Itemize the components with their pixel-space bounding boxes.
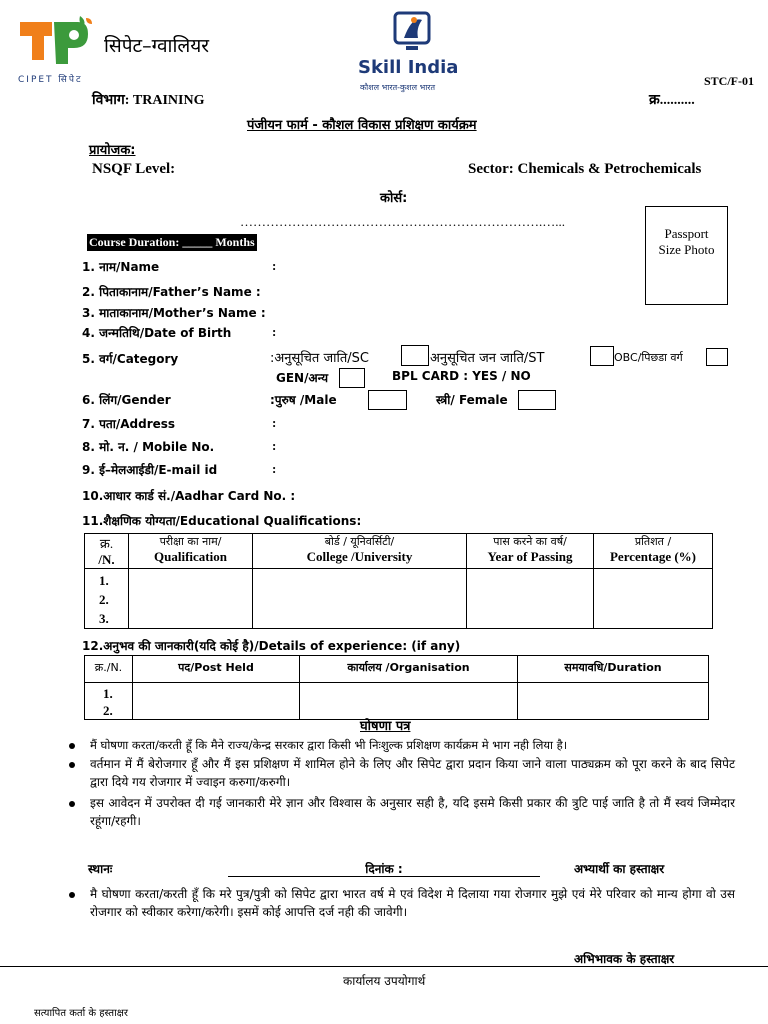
edu-row-1: 1.	[99, 573, 109, 588]
field-name-colon: :	[272, 258, 277, 273]
category-obc-label: OBC/पिछडा वर्ग	[614, 351, 683, 364]
exp-row-1: 1.	[103, 686, 113, 701]
field-email-label: 9. ई–मेलआईडी/E-mail id	[82, 463, 218, 477]
office-use-title: कार्यालय उपयोगार्थ	[343, 974, 426, 988]
education-table-header	[85, 534, 713, 569]
experience-table-header	[85, 656, 709, 683]
field-mother-label: 3. माताकानाम/Mother’s Name :	[82, 306, 266, 320]
exp-duration-cell[interactable]	[518, 683, 709, 720]
verifier-signature-label: सत्यापित कर्ता के हस्ताक्षर	[34, 1008, 128, 1019]
place-label: स्थानः	[88, 862, 113, 876]
category-obc-checkbox[interactable]	[706, 348, 728, 366]
edu-header-year-b: Year of Passing	[487, 549, 573, 564]
date-field[interactable]	[228, 860, 540, 877]
gender-female-label: स्त्री/ Female	[436, 393, 508, 407]
guardian-signature-label: अभिभावक के हस्ताक्षर	[574, 952, 675, 966]
field-mobile-label: 8. मो. न. / Mobile No.	[82, 440, 215, 454]
photo-line2: Size Photo	[658, 242, 715, 257]
bpl-card: BPL CARD : YES / NO	[392, 369, 531, 383]
edu-header-pct-a: प्रतिशत /	[634, 535, 672, 548]
bullet-dot	[69, 892, 75, 898]
category-sc-label: :अनुसूचित जाति/SC	[270, 351, 369, 366]
edu-year-cell[interactable]	[467, 569, 594, 629]
gender-female-checkbox[interactable]	[518, 390, 556, 410]
edu-row-2: 2.	[99, 592, 109, 607]
exp-header-sno: क्र./N.	[94, 661, 123, 674]
gender-male-checkbox[interactable]	[368, 390, 407, 410]
field-experience-label: 12.अनुभव की जानकारी(यदि कोई है)/Details of experience: (if any)	[82, 639, 461, 653]
bullet-dot	[69, 801, 75, 807]
declaration-point-4: मै घोषणा करता/करती हूँ कि मरे पुत्र/पुत्री को सिपेट द्वारा भारत वर्ष मे एवं विदेश मे दिलाया गया रोजगार मुझे एवं मेरे परिवार को मान्य होगा वो उस रोजगार को स्वीकार करेगा/करेगी। इसमें कोई आपत्ति दर्ज नही की जावेगी।	[90, 887, 735, 919]
nsqf-label: NSQF Level:	[92, 161, 176, 177]
office-divider	[0, 966, 768, 967]
skill-india-icon	[392, 10, 432, 56]
education-table	[84, 533, 713, 629]
org-name: सिपेट–ग्वालियर	[104, 35, 210, 57]
exp-header-org: कार्यालय /Organisation	[347, 661, 470, 674]
edu-qualification-cell[interactable]	[129, 569, 253, 629]
field-aadhar-label: 10.आधार कार्ड सं./Aadhar Card No. :	[82, 489, 296, 503]
declaration-point-1: मैं घोषणा करता/करती हूँ कि मैने राज्य/केन्द्र सरकार द्वारा किसी भी निःशुल्क प्रशिक्षण कार्यक्रम मे भाग नही लिया है।	[90, 738, 568, 752]
form-code: STC/F-01	[704, 74, 755, 88]
skill-india-logo	[352, 10, 472, 96]
passport-photo-box[interactable]	[645, 206, 728, 305]
gender-male-label: :पुरुष /Male	[270, 393, 337, 407]
category-gen-label: GEN/अन्य	[276, 371, 329, 385]
field-dob-label: 4. जन्मतिथि/Date of Birth	[82, 326, 232, 340]
field-father-label: 2. पिताकानाम/Father’s Name :	[82, 285, 261, 299]
field-mobile-colon: :	[272, 438, 277, 453]
skill-title: Skill India	[358, 57, 459, 78]
field-address-label: 7. पता/Address	[82, 417, 176, 431]
declaration-point-3: इस आवेदन में उपरोक्त दी गई जानकारी मेरे ज्ञान और विश्वास के अनुसार सही है, यदि इसमे किसी प्रकार की त्रुटि पाई जाति है तो मैं स्वयं जिम्मेदार रहूंगा/रहगी।	[90, 796, 735, 828]
course-duration: Course Duration: _____ Months	[89, 235, 255, 249]
exp-row-2: 2.	[103, 703, 113, 718]
department: विभाग: TRAINING	[92, 93, 205, 108]
field-gender-label: 6. लिंग/Gender	[82, 393, 171, 407]
declaration-point-2: वर्तमान में मैं बेरोजगार हूँ और मैं इस प्रशिक्षण में शामिल होने के लिए और सिपेट द्वारा प्रदान किया जाने वाला पाठ्यक्रम को पूरा करने के बाद सिपेट द्वारा दिये गय रोजगार में ज्वाइन करुगा/करुगी।	[90, 757, 735, 789]
experience-table	[84, 655, 709, 720]
edu-header-board-a: बोर्ड / यूनिवर्सिटी/	[324, 535, 395, 548]
photo-line1: Passport	[664, 226, 709, 241]
edu-row-3: 3.	[99, 611, 109, 626]
exp-org-cell[interactable]	[300, 683, 518, 720]
edu-header-qual-b: Qualification	[154, 549, 227, 564]
serial-number: क्र..........	[649, 93, 695, 108]
sponsor-label: प्रायोजक:	[89, 143, 136, 158]
date-label: दिनांक :	[365, 862, 403, 876]
edu-header-qual-a: परीक्षा का नाम/	[159, 535, 222, 548]
bullet-dot	[69, 743, 75, 749]
bullet-dot	[69, 762, 75, 768]
exp-header-post: पद/Post Held	[178, 661, 254, 674]
edu-header-board-b: College /University	[306, 549, 413, 564]
candidate-signature-label: अभ्यार्थी का हस्ताक्षर	[574, 862, 665, 876]
field-category-label: 5. वर्ग/Category	[82, 352, 179, 366]
field-email-colon: :	[272, 461, 277, 476]
field-name-label: 1. नाम/Name	[82, 260, 160, 274]
field-address-colon: :	[272, 415, 277, 430]
category-st-checkbox[interactable]	[590, 346, 614, 366]
form-title: पंजीयन फार्म - कौशल विकास प्रशिक्षण कार्यक्रम	[247, 118, 477, 133]
edu-header-sno-a: क्र.	[99, 536, 114, 551]
declaration-title: घोषणा पत्र	[360, 719, 411, 734]
edu-header-pct-b: Percentage (%)	[609, 549, 697, 564]
cipet-caption: CIPET सिपेट	[18, 75, 83, 85]
education-table-body	[85, 569, 713, 629]
course-dots: …………………………………………………………….…...	[240, 214, 565, 229]
edu-percentage-cell[interactable]	[594, 569, 713, 629]
course-label: कोर्स:	[380, 191, 408, 206]
edu-header-sno-b: /N.	[98, 552, 115, 567]
skill-tagline: कौशल भारत-कुशल भारत	[360, 83, 436, 92]
exp-header-duration: समयावधि/Duration	[564, 661, 662, 674]
cipet-logo	[14, 14, 94, 86]
category-sc-checkbox[interactable]	[401, 345, 429, 366]
category-gen-checkbox[interactable]	[339, 368, 365, 388]
edu-university-cell[interactable]	[253, 569, 467, 629]
edu-header-year-a: पास करने का वर्ष/	[493, 535, 567, 548]
category-st-label: अनुसूचित जन जाति/ST	[430, 351, 545, 366]
experience-table-body	[85, 683, 709, 720]
field-education-label: 11.शैक्षणिक योग्यता/Educational Qualifications:	[82, 514, 362, 528]
sector-label: Sector: Chemicals & Petrochemicals	[468, 161, 702, 177]
exp-post-cell[interactable]	[133, 683, 300, 720]
field-dob-colon: :	[272, 324, 277, 339]
